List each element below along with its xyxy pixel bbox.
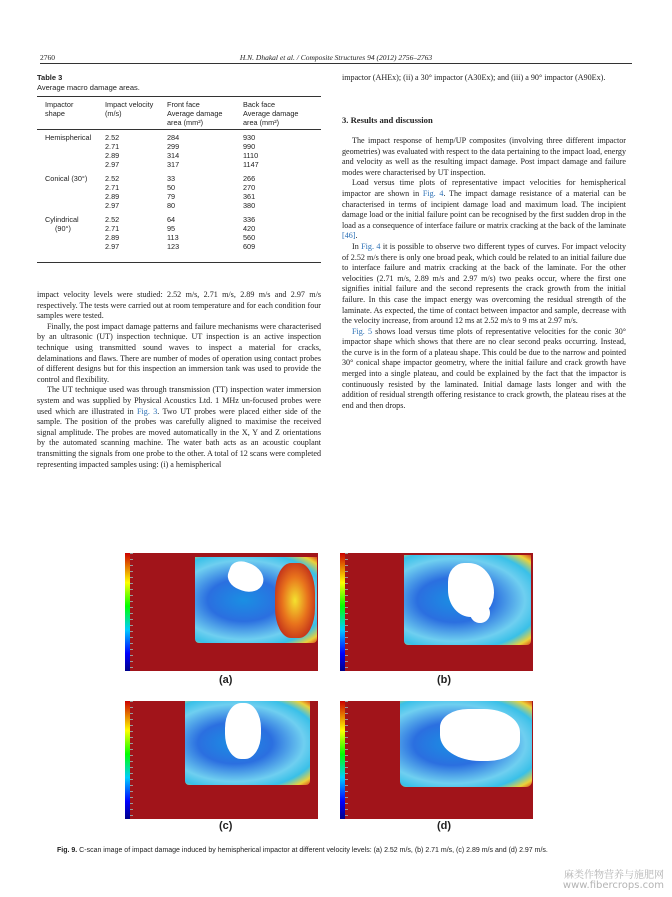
subfigure-label-c: (c) <box>219 820 233 832</box>
table-cell: 2.97 <box>105 201 120 210</box>
cscan-image-a <box>125 553 318 671</box>
table-cell: 2.52 <box>105 133 120 142</box>
table-cell-shape: Cylindrical <box>45 215 79 224</box>
col-header-back-3: area (mm²) <box>243 118 280 127</box>
table-cell-shape: (90°) <box>55 224 71 233</box>
paragraph: The UT technique used was through transmission (TT) inspection water immersion system and was supplied by Physical Acoustics Ltd. 1 MHz un-focused probes were used which are illustrated in Fig. 3. Two UT probes were placed either side of the sample. The position of the probes was carefully aligned to maximise the received signal amplitude. The probes are moved automatically in the X, Y and Z orientations by the automated scanning machine. The water bath acts as an acoustic couplant transmitting the signals from one probe to the other. A total of 12 scans were completed representing impacted samples using: (i) a hemispherical <box>37 385 321 469</box>
table-bottom-rule <box>37 262 321 263</box>
table-cell: 930 <box>243 133 256 142</box>
table-cell: 1110 <box>243 151 259 160</box>
table-cell: 79 <box>167 192 176 201</box>
table-header-rule <box>37 129 321 130</box>
col-header-back-2: Average damage <box>243 109 299 118</box>
paragraph: Load versus time plots of representative impact velocities for hemispherical impactor are shown in Fig. 4. The impact damage resistance of a material can be characterised in terms of incipient damage load and maximum load. The incipient damage load or the initial failure point can be recognised by the first sudden drop in the load as a consequence of interface failure or matrix cracking at the back of the laminate [46]. <box>342 178 627 241</box>
table-cell: 336 <box>243 215 256 224</box>
left-column <box>37 290 321 470</box>
paragraph: In Fig. 4 it is possible to observe two different types of curves. For impact velocity of 2.52 m/s there is only one broad peak, which could be related to an initial failure due to interface failure and matrix cracking at the back of the laminate. For the other velocities (2.71 m/s, 2.89 m/s and 2.97 m/s) two peaks occur, where the first one signifies initial failure and the second represents the crack growth from the initial failure. In this case the impact energy was overcoming the residual strength of the laminate. As expected, the time of contact between impactor and sample, decrease with the velocity increase, from around 12 ms at 2.52 m/s to 9 ms at 2.97 m/s. <box>342 241 626 326</box>
table-cell: 80 <box>167 201 176 210</box>
watermark-line-2: www.fibercrops.com <box>562 880 664 891</box>
col-header-front-3: area (mm²) <box>167 118 204 127</box>
paragraph: impactor (AHEx); (ii) a 30° impactor (A30Ex); and (iii) a 90° impactor (A90Ex). <box>342 73 606 82</box>
table-cell: 33 <box>167 174 176 183</box>
table-cell: 50 <box>167 183 176 192</box>
paragraph: The impact response of hemp/UP composites (involving three different impactor geometries) was evaluated with respect to the data pertaining to the impact load, energy and velocity as well as the resulting impact damage. Post impact damage and failure modes were characterised by UT inspection. <box>342 136 626 177</box>
table-cell-shape: Hemispherical <box>45 133 92 142</box>
table-cell: 361 <box>243 192 256 201</box>
right-column-top <box>342 73 626 84</box>
table-cell: 1147 <box>243 160 259 169</box>
table-cell: 380 <box>243 201 256 210</box>
figure-link[interactable]: Fig. 4 <box>361 241 381 251</box>
col-header-shape-2: shape <box>45 109 65 118</box>
table-cell: 2.97 <box>105 160 120 169</box>
table-cell: 266 <box>243 174 256 183</box>
journal-citation: H.N. Dhakal et al. / Composite Structures 94 (2012) 2756–2763 <box>239 53 433 62</box>
table-cell: 123 <box>167 242 180 251</box>
table-cell: 2.89 <box>105 192 120 201</box>
table-cell: 2.97 <box>105 242 120 251</box>
table-cell: 113 <box>167 233 179 242</box>
section-title: 3. Results and discussion <box>342 115 433 125</box>
col-header-front-2: Average damage <box>167 109 223 118</box>
table-cell: 420 <box>243 224 256 233</box>
subfigure-label-b: (b) <box>437 674 452 686</box>
table-cell: 2.71 <box>105 224 120 233</box>
figure-link[interactable]: Fig. 4 <box>422 188 444 198</box>
color-scale <box>125 553 130 671</box>
color-scale <box>340 553 345 671</box>
col-header-front-1: Front face <box>167 100 200 109</box>
table-subtitle: Average macro damage areas. <box>37 83 140 92</box>
table-cell: 560 <box>243 233 256 242</box>
table-cell: 299 <box>167 142 180 151</box>
table-cell: 2.52 <box>105 215 120 224</box>
table-cell-shape: Conical (30°) <box>45 174 88 183</box>
header-rule <box>40 63 632 64</box>
paragraph: Finally, the post impact damage patterns and failure mechanisms were characterised by an ultrasonic (UT) inspection technique. UT inspection is an active inspection technique using transmitted sound waves to inspect a material for cracks, delaminations and flaws. There are number of modes of operation using contact probes of different designs but for this inspection an immersion tank was used to provide the control and flexibility. <box>37 321 321 384</box>
cscan-image-b <box>340 553 533 671</box>
table-cell: 95 <box>167 224 176 233</box>
table-cell: 2.71 <box>105 142 120 151</box>
subfigure-label-a: (a) <box>219 674 233 686</box>
paragraph: Fig. 5 shows load versus time plots of representative velocities for the conic 30° impactor shape which shows that there are no clear second peaks occurring. Instead, the curve is in the form of a plateau shape. This could be due to the narrow and pointed 30° conical shape impactor geometry, where the initial failure and crack growth have merged into a single plateau, and could be explained by the fact that the impactor is continuously resisted by the laminated. Initial damage lasts longer and with the addition of residual strength offering resistance to crack growth, the plateau rises at the end and then drops. <box>342 326 626 410</box>
color-scale <box>125 701 130 819</box>
table-cell: 270 <box>243 183 256 192</box>
paragraph: impact velocity levels were studied: 2.52 m/s, 2.71 m/s, 2.89 m/s and 2.97 m/s respectively. The tests were carried out at room temperature and for each condition four samples were tested. <box>37 290 321 321</box>
figure-link[interactable]: Fig. 3 <box>137 406 158 416</box>
table-cell: 64 <box>167 215 176 224</box>
table-cell: 2.89 <box>105 233 120 242</box>
table-title: Table 3 <box>37 73 63 82</box>
table-cell: 317 <box>167 160 180 169</box>
table-cell: 990 <box>243 142 256 151</box>
table-cell: 2.89 <box>105 151 120 160</box>
table-cell: 314 <box>167 151 180 160</box>
col-header-shape-1: Impactor <box>45 100 74 109</box>
right-column <box>342 136 626 411</box>
table-cell: 2.52 <box>105 174 120 183</box>
color-scale <box>340 701 345 819</box>
figure-link[interactable]: Fig. 5 <box>352 326 373 336</box>
table-cell: 284 <box>167 133 180 142</box>
subfigure-label-d: (d) <box>437 820 452 832</box>
table-cell: 2.71 <box>105 183 120 192</box>
col-header-back-1: Back face <box>243 100 276 109</box>
figure-caption: Fig. 9. C-scan image of impact damage induced by hemispherical impactor at different velocity levels: (a) 2.52 m/s, (b) 2.71 m/s, (c) 2.89 m/s and (d) 2.97 m/s. <box>57 847 548 854</box>
page-number: 2760 <box>40 53 55 62</box>
col-header-vel-1: Impact velocity <box>105 100 154 109</box>
table-top-rule <box>37 96 321 97</box>
cscan-image-d <box>340 701 533 819</box>
watermark-line-1: 麻类作物营养与施肥网 <box>564 870 664 881</box>
table-cell: 609 <box>243 242 256 251</box>
citation-link[interactable]: [46] <box>342 231 356 241</box>
cscan-image-c <box>125 701 318 819</box>
damage-table <box>37 96 321 266</box>
col-header-vel-2: (m/s) <box>105 109 122 118</box>
